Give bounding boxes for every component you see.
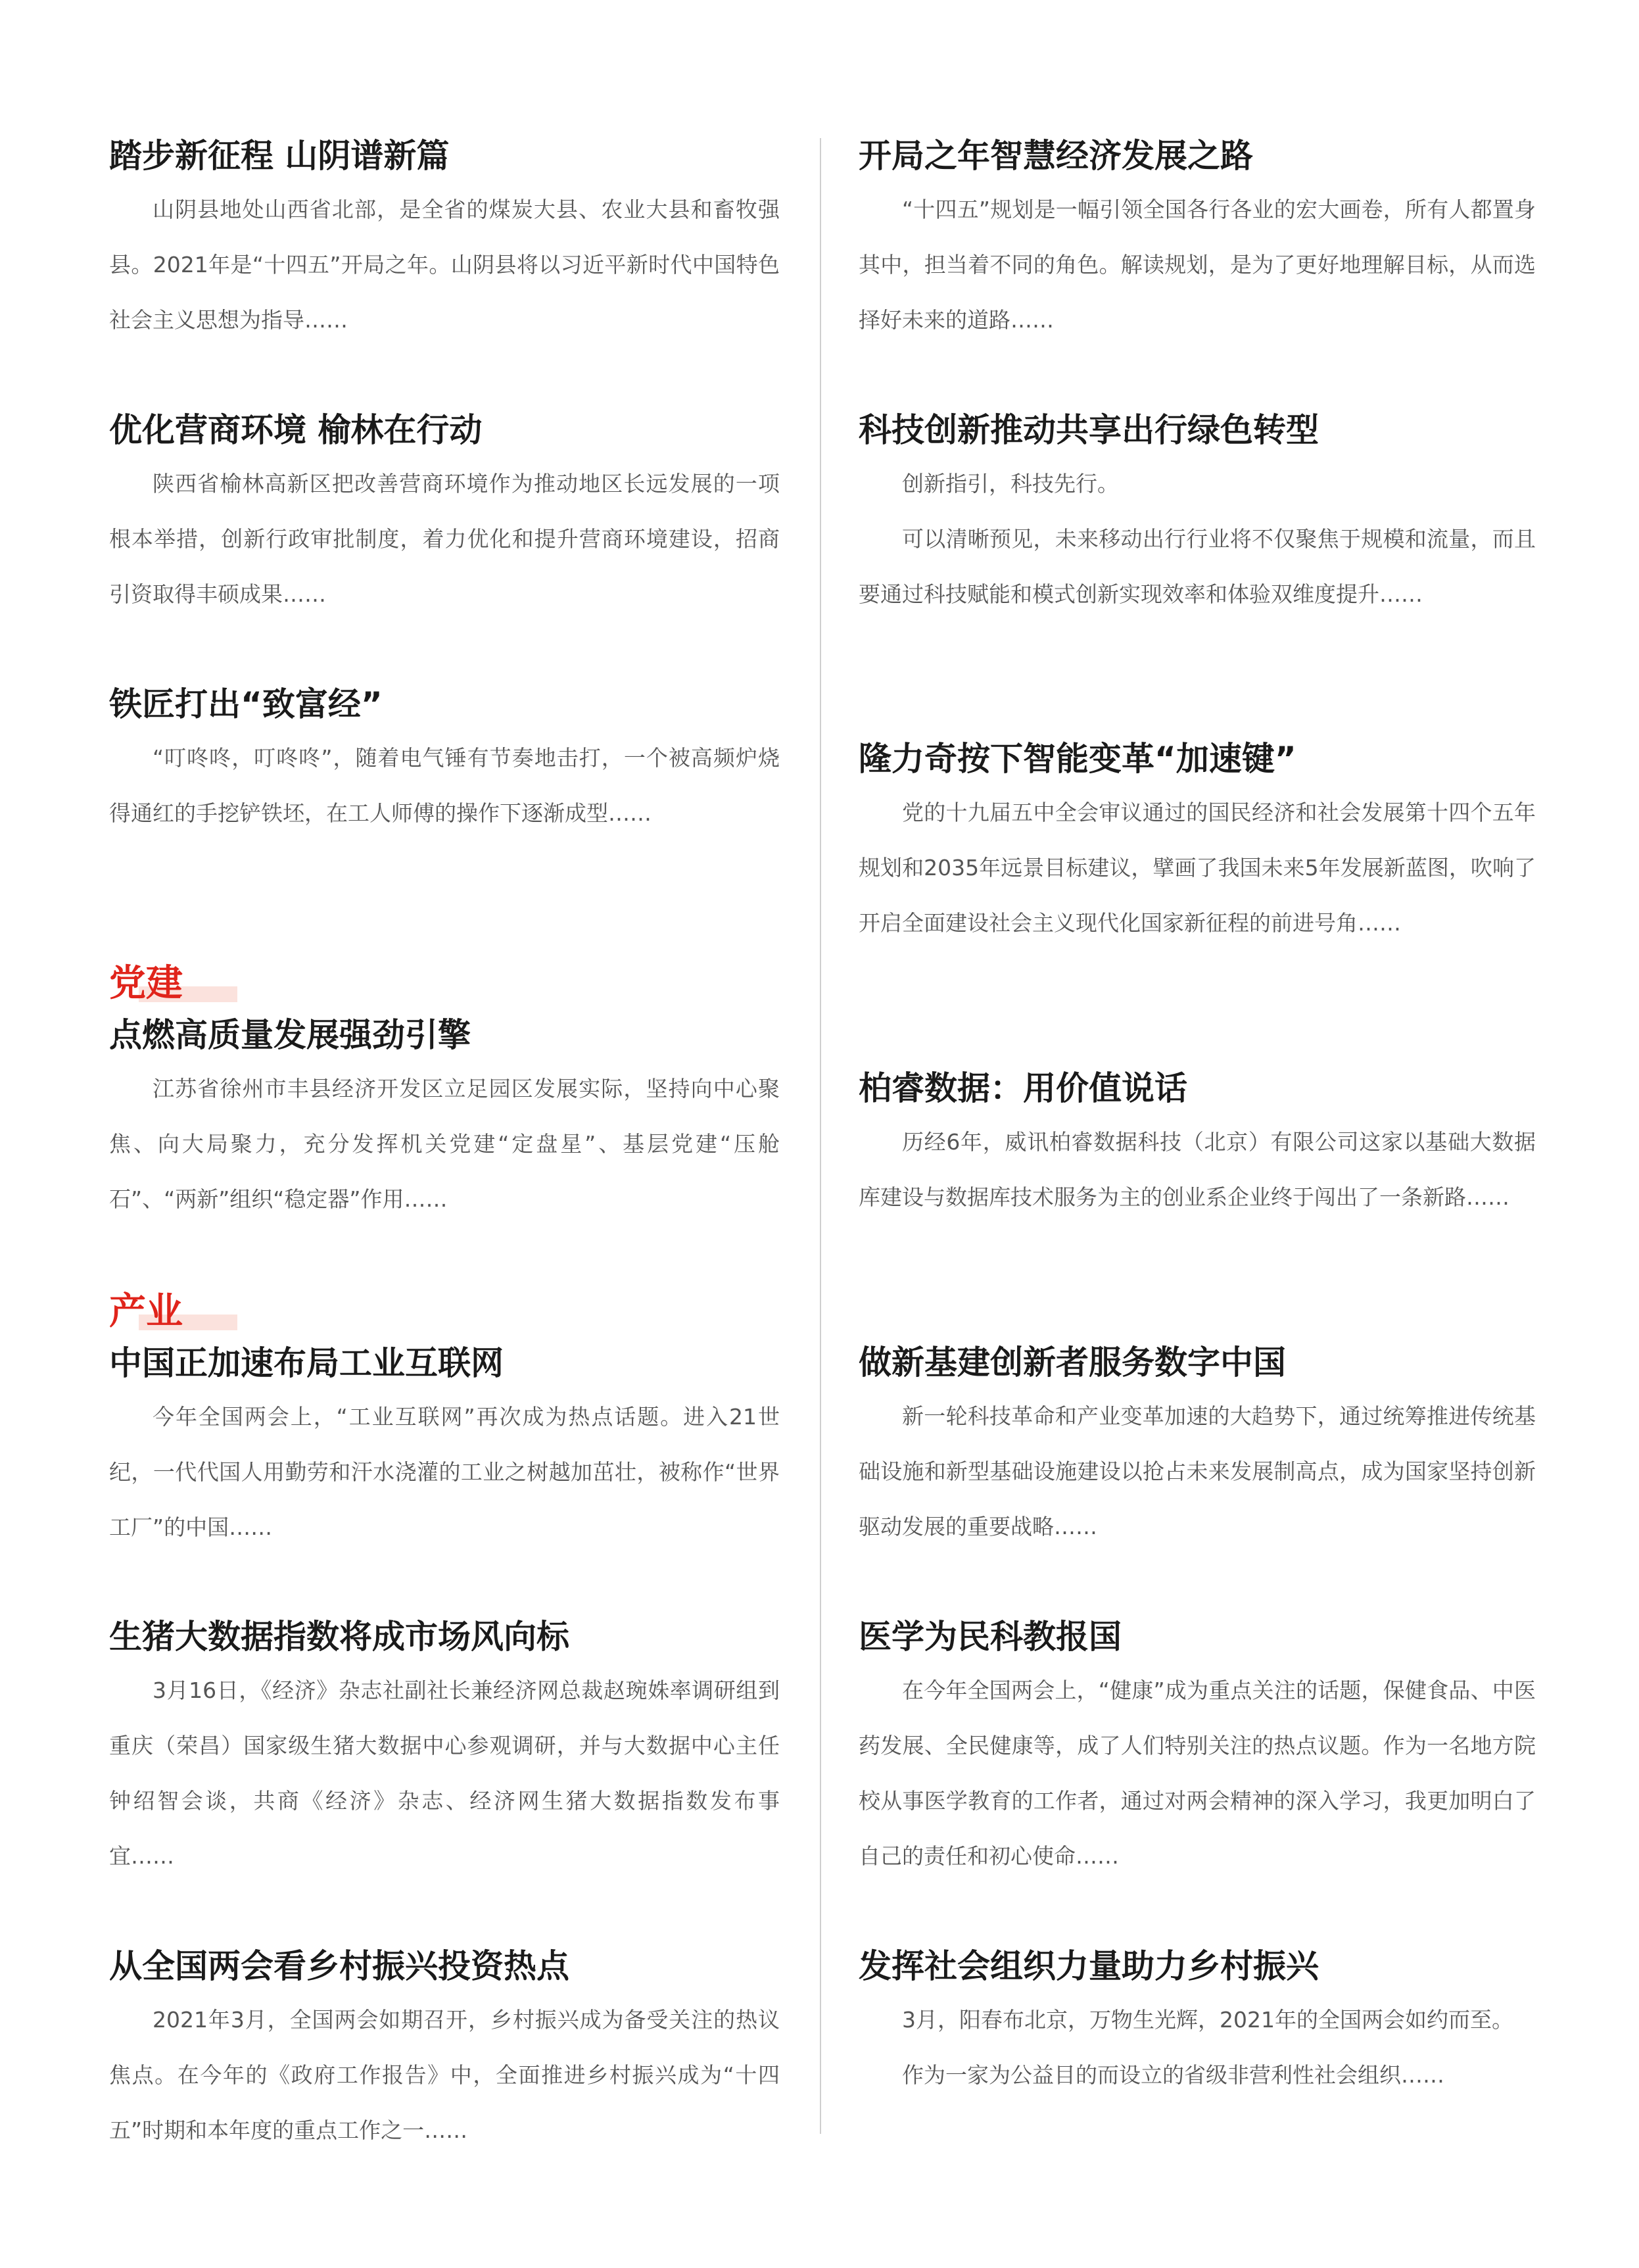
article-summary <box>859 456 1536 622</box>
article[interactable] <box>109 1945 780 2158</box>
article-summary <box>109 1663 780 1884</box>
article-summary <box>859 1115 1536 1225</box>
article-paragraph: 3月16日，《经济》杂志社副社长兼经济网总裁赵琬姝率调研组到重庆（荣昌）国家级生猪大数据中心参观调研，并与大数据中心主任钟绍智会谈，共商《经济》杂志、经济网生猪大数据指数发布事宜…… <box>109 1677 780 1869</box>
article-title[interactable]: 点燃高质量发展强劲引擎 <box>109 1016 471 1054</box>
article-paragraph: 作为一家为公益目的而设立的省级非营利性社会组织…… <box>902 2062 1444 2088</box>
article-summary <box>859 785 1536 951</box>
section-label-party <box>109 963 241 1005</box>
article[interactable] <box>109 1342 780 1555</box>
section-label-industry <box>109 1291 241 1333</box>
article-summary <box>859 182 1536 348</box>
article-summary <box>859 1389 1536 1555</box>
article-summary <box>109 1389 780 1555</box>
article-title[interactable]: 开局之年智慧经济发展之路 <box>859 137 1253 175</box>
article-summary <box>109 456 780 622</box>
article[interactable] <box>109 135 780 348</box>
article[interactable] <box>109 683 780 841</box>
article[interactable] <box>859 738 1536 951</box>
article-title[interactable]: 发挥社会组织力量助力乡村振兴 <box>859 1947 1319 1985</box>
article[interactable] <box>109 1616 780 1884</box>
article-paragraph: 山阴县地处山西省北部，是全省的煤炭大县、农业大县和畜牧强县。2021年是“十四五”开局之年。山阴县将以习近平新时代中国特色社会主义思想为指导…… <box>109 197 780 333</box>
article-paragraph: “叮咚咚，叮咚咚”，随着电气锤有节奏地击打，一个被高频炉烧得通红的手挖铲铁坯，在工人师傅的操作下逐渐成型…… <box>109 745 780 826</box>
section-label-text: 党建 <box>109 962 183 1005</box>
article-paragraph: “十四五”规划是一幅引领全国各行各业的宏大画卷，所有人都置身其中，担当着不同的角色。解读规划，是为了更好地理解目标，从而选择好未来的道路…… <box>859 197 1536 333</box>
article-title[interactable]: 优化营商环境 榆林在行动 <box>109 411 483 449</box>
article-paragraph: 今年全国两会上，“工业互联网”再次成为热点话题。进入21世纪，一代代国人用勤劳和汗水浇灌的工业之树越加茁壮，被称作“世界工厂”的中国…… <box>109 1404 780 1540</box>
column-divider <box>820 138 821 2134</box>
article-summary <box>109 1061 780 1227</box>
article[interactable] <box>859 409 1536 622</box>
article-title[interactable]: 生猪大数据指数将成市场风向标 <box>109 1618 569 1656</box>
article-summary <box>109 731 780 841</box>
article-title[interactable]: 中国正加速布局工业互联网 <box>109 1344 504 1382</box>
article-paragraph: 新一轮科技革命和产业变革加速的大趋势下，通过统筹推进传统基础设施和新型基础设施建设以抢占未来发展制高点，成为国家坚持创新驱动发展的重要战略…… <box>859 1403 1536 1539</box>
article-summary <box>859 1992 1536 2103</box>
article-title[interactable]: 做新基建创新者服务数字中国 <box>859 1343 1286 1382</box>
section-label-text: 产业 <box>109 1290 183 1333</box>
article-title[interactable]: 铁匠打出“致富经” <box>109 685 383 723</box>
article-title[interactable]: 从全国两会看乡村振兴投资热点 <box>109 1947 569 1985</box>
article[interactable] <box>859 1945 1536 2103</box>
article[interactable] <box>109 1014 780 1227</box>
article-paragraph: 在今年全国两会上，“健康”成为重点关注的话题，保健食品、中医药发展、全民健康等，成了人们特别关注的热点议题。作为一名地方院校从事医学教育的工作者，通过对两会精神的深入学习，我更加明白了自己的责任和初心使命…… <box>859 1677 1536 1869</box>
article-title[interactable]: 柏睿数据：用价值说话 <box>859 1069 1187 1107</box>
article-title[interactable]: 医学为民科教报国 <box>859 1618 1122 1656</box>
article-title[interactable]: 隆力奇按下智能变革“加速键” <box>859 740 1296 778</box>
article-paragraph: 2021年3月，全国两会如期召开，乡村振兴成为备受关注的热议焦点。在今年的《政府工作报告》中，全面推进乡村振兴成为“十四五”时期和本年度的重点工作之一…… <box>109 2007 780 2143</box>
article[interactable] <box>859 135 1536 348</box>
article-paragraph: 3月，阳春布北京，万物生光辉，2021年的全国两会如约而至。 <box>902 2007 1513 2033</box>
article-paragraph: 可以清晰预见，未来移动出行行业将不仅聚焦于规模和流量，而且要通过科技赋能和模式创新实现效率和体验双维度提升…… <box>859 526 1536 607</box>
article-title[interactable]: 踏步新征程 山阴谱新篇 <box>109 137 450 175</box>
article-summary <box>109 182 780 348</box>
article[interactable] <box>859 1616 1536 1884</box>
article[interactable] <box>109 409 780 622</box>
article[interactable] <box>859 1067 1536 1225</box>
article[interactable] <box>859 1341 1536 1555</box>
article-summary <box>109 1992 780 2158</box>
article-paragraph: 历经6年，威讯柏睿数据科技（北京）有限公司这家以基础大数据库建设与数据库技术服务为主的创业系企业终于闯出了一条新路…… <box>859 1129 1536 1210</box>
article-paragraph: 江苏省徐州市丰县经济开发区立足园区发展实际，坚持向中心聚焦、向大局聚力，充分发挥机关党建“定盘星”、基层党建“压舱石”、“两新”组织“稳定器”作用…… <box>109 1076 780 1212</box>
article-paragraph: 陕西省榆林高新区把改善营商环境作为推动地区长远发展的一项根本举措，创新行政审批制度，着力优化和提升营商环境建设，招商引资取得丰硕成果…… <box>109 471 780 607</box>
article-paragraph: 创新指引，科技先行。 <box>902 471 1119 496</box>
article-title[interactable]: 科技创新推动共享出行绿色转型 <box>859 411 1319 449</box>
article-paragraph: 党的十九届五中全会审议通过的国民经济和社会发展第十四个五年规划和2035年远景目标建议，擘画了我国未来5年发展新蓝图，吹响了开启全面建设社会主义现代化国家新征程的前进号角…… <box>859 800 1536 936</box>
article-summary <box>859 1663 1536 1884</box>
